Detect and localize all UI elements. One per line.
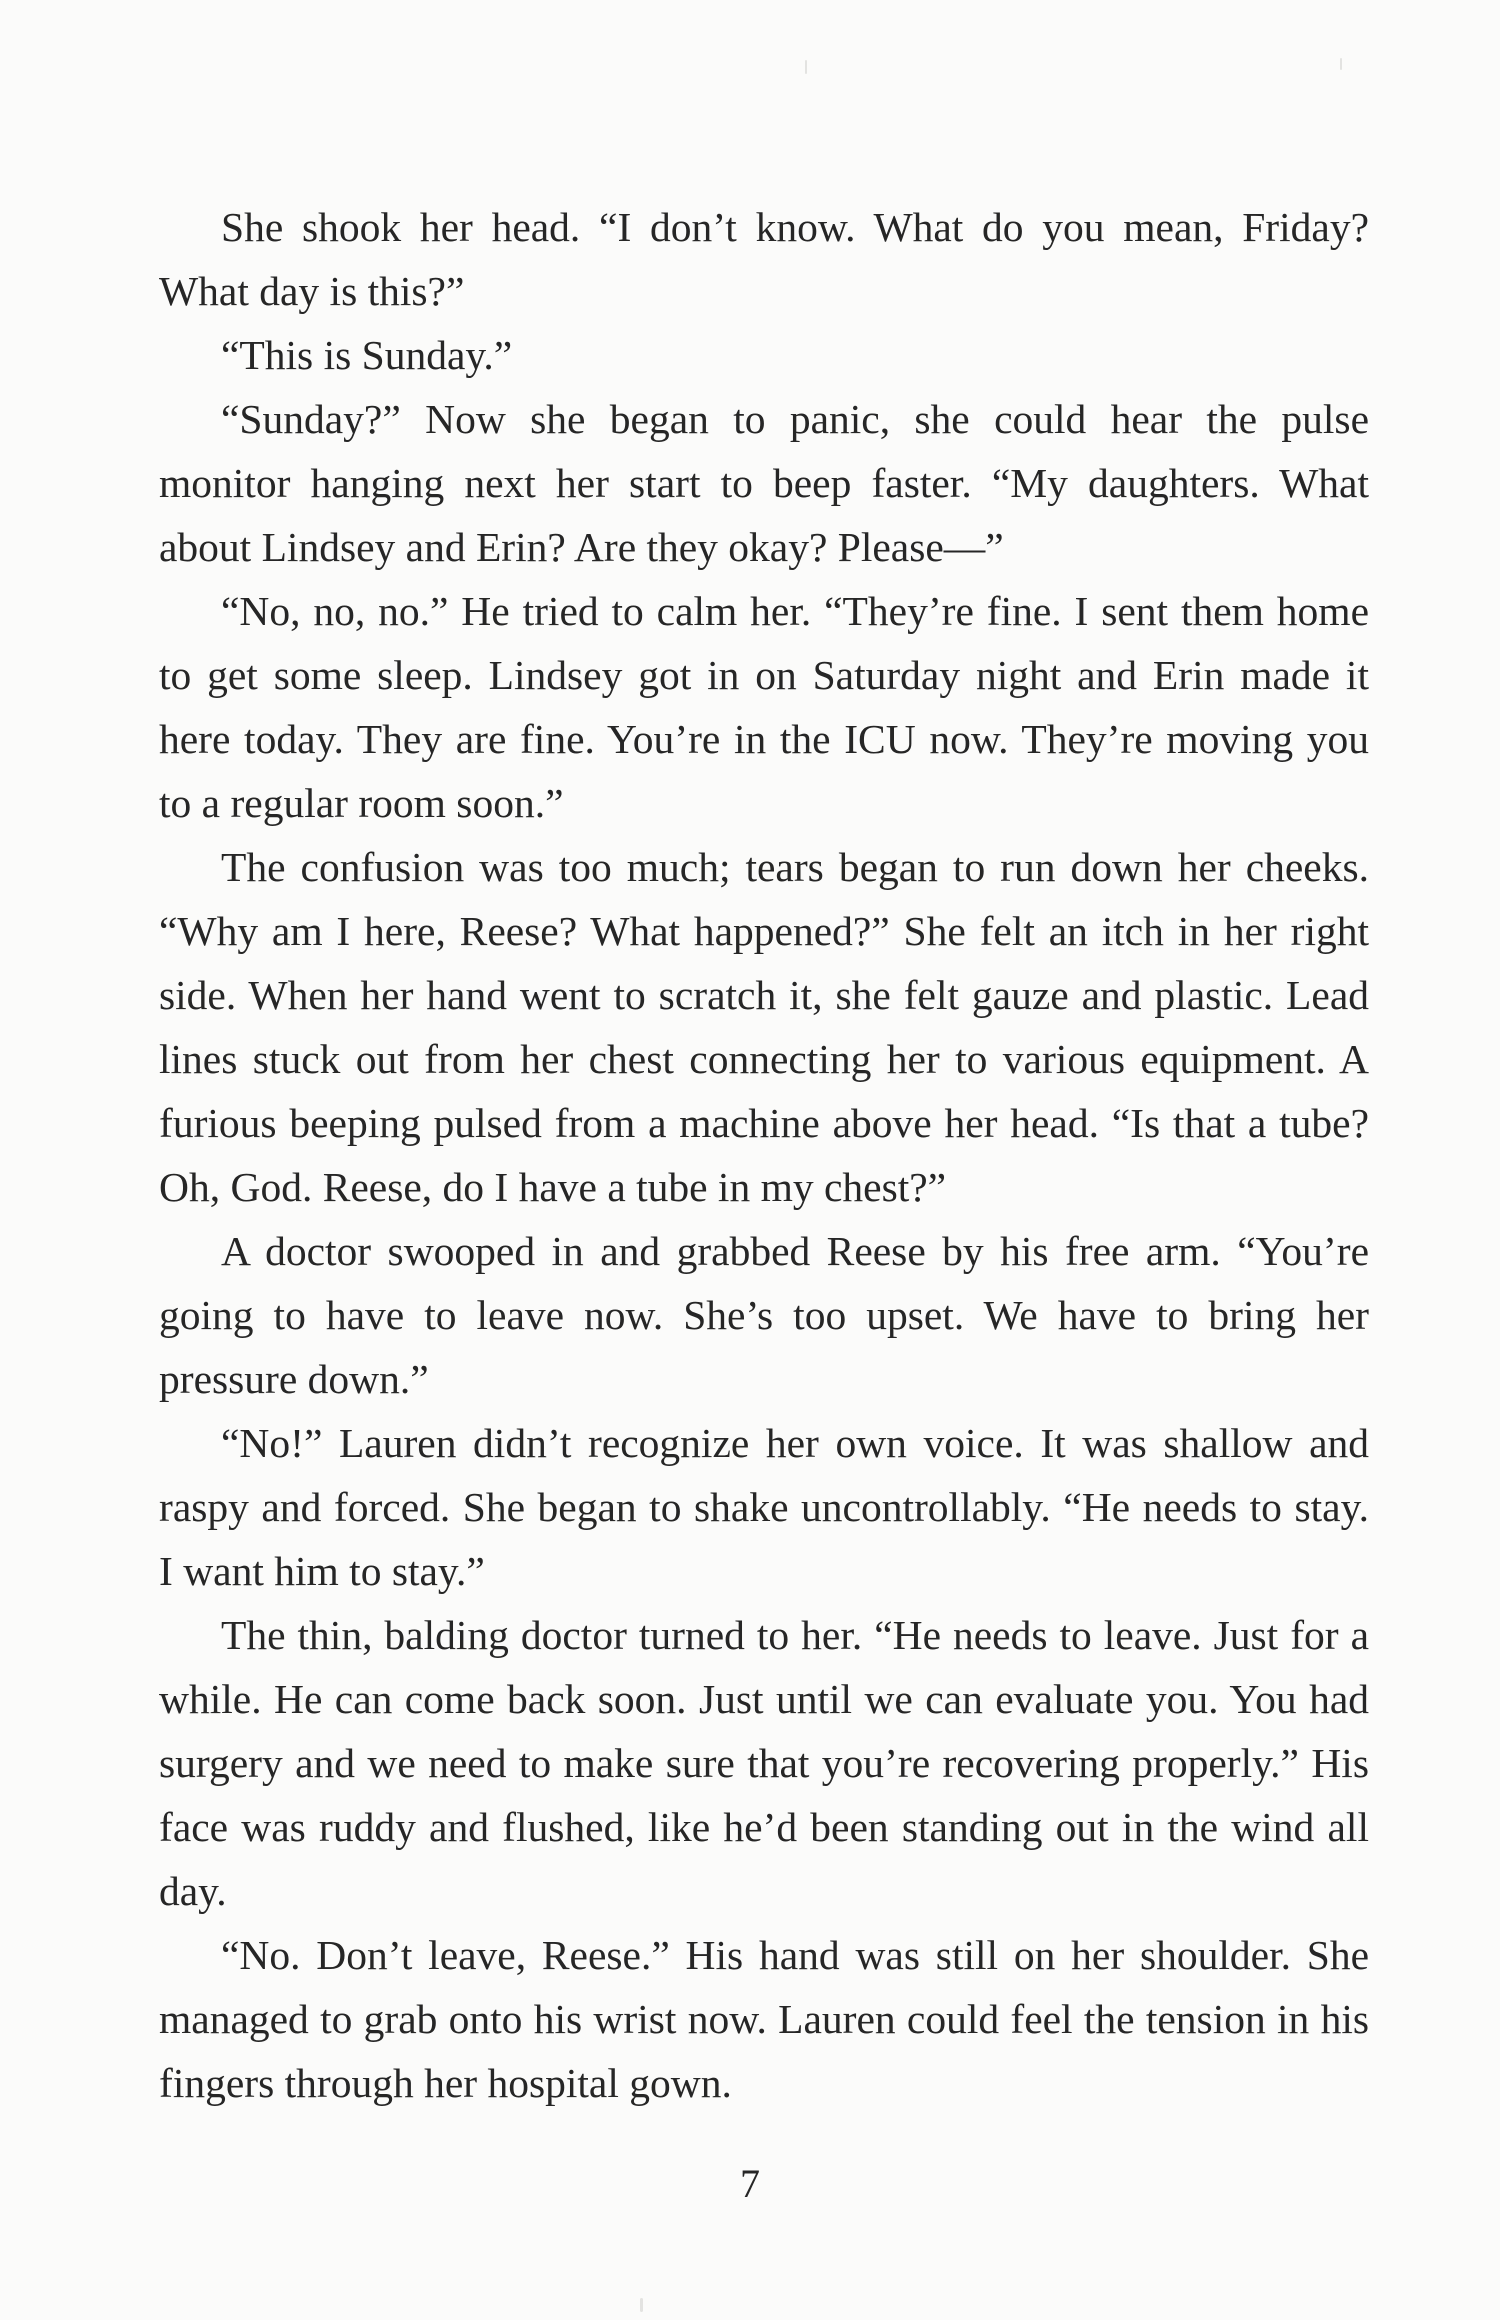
body-text	[159, 195, 1369, 2115]
paragraph: “No!” Lauren didn’t recognize her own voice. It was shallow and raspy and forced. She began to shake uncontrollably. “He needs to stay. I want him to stay.”	[159, 1420, 1369, 1594]
paragraph: A doctor swooped in and grabbed Reese by his free arm. “You’re going to have to leave now. She’s too upset. We have to bring her pressure down.”	[159, 1228, 1369, 1402]
page-number: 7	[740, 2161, 760, 2206]
paragraph: “This is Sunday.”	[221, 332, 513, 378]
paragraph: She shook her head. “I don’t know. What do you mean, Friday? What day is this?”	[159, 204, 1369, 314]
scan-speck	[640, 2298, 643, 2312]
paragraph: “No. Don’t leave, Reese.” His hand was still on her shoulder. She managed to grab onto his wrist now. Lauren could feel the tension in his fingers through her hospital gown.	[159, 1932, 1369, 2106]
paragraph: “Sunday?” Now she began to panic, she could hear the pulse monitor hanging next her start to beep faster. “My daughters. What about Lindsey and Erin? Are they okay? Please—”	[159, 396, 1369, 570]
paragraph: The thin, balding doctor turned to her. “He needs to leave. Just for a while. He can come back soon. Just until we can evaluate you. You had surgery and we need to make sure that you’re recovering properly.” His face was ruddy and flushed, like he’d been standing out in the wind all day.	[159, 1612, 1369, 1914]
paragraph: “No, no, no.” He tried to calm her. “They’re fine. I sent them home to get some sleep. Lindsey got in on Saturday night and Erin made it here today. They are fine. You’re in the ICU now. They’re moving you to a regular room soon.”	[159, 588, 1369, 826]
scan-speck	[1340, 58, 1342, 70]
paragraph: The confusion was too much; tears began to run down her cheeks. “Why am I here, Reese? What happened?” She felt an itch in her right side. When her hand went to scratch it, she felt gauze and plastic. Lead lines stuck out from her chest connecting her to various equipment. A furious beeping pulsed from a machine above her head. “Is that a tube? Oh, God. Reese, do I have a tube in my chest?”	[159, 844, 1369, 1210]
scan-speck	[805, 60, 807, 74]
